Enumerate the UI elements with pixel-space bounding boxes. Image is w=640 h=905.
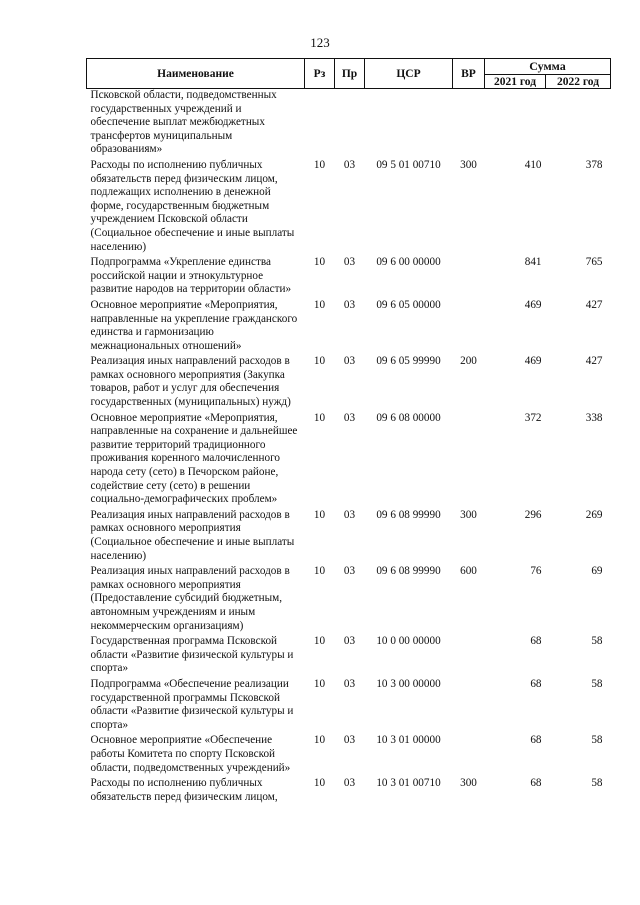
row-csr: 10 3 01 00710 [376, 777, 441, 790]
row-rz: 10 [313, 777, 326, 790]
row-rz: 10 [313, 355, 326, 368]
row-rz [305, 89, 335, 159]
row-sum-2022: 269 [585, 508, 603, 521]
row-sum-2022: 378 [585, 158, 603, 171]
row-name: Расходы по исполнению публичных обязательств перед физическим лицом, подлежащих исполнению в денежной форме, государственным бюджетным учреждением Псковской области (Социальное обеспечение и иные выплаты населению) [90, 158, 295, 253]
table-row [87, 734, 611, 777]
row-pr: 03 [343, 565, 356, 578]
table-row [87, 412, 611, 509]
page-number: 123 [310, 35, 330, 50]
row-csr: 10 3 00 00000 [376, 677, 441, 690]
row-vr [453, 89, 485, 159]
row-sum-2022: 58 [591, 635, 603, 648]
header-2022: 2022 год [546, 75, 611, 89]
row-vr: 300 [460, 158, 477, 171]
row-vr [453, 678, 485, 734]
row-name: Основное мероприятие «Мероприятия, направленные на сохранение и дальнейшее развитие территорий традиционного проживания коренного малочисленного народа сету (сето) в Печорском районе, содействие сету (сето) в решении социально-демографических проблем» [90, 411, 298, 506]
table-row [87, 299, 611, 355]
row-name: Расходы по исполнению публичных обязательств перед физическим лицом, [90, 777, 278, 803]
row-name: Основное мероприятие «Обеспечение работы Комитета по спорту Псковской области, подведомственных учреждений» [90, 734, 291, 774]
row-rz: 10 [313, 565, 326, 578]
row-name: Реализация иных направлений расходов в рамках основного мероприятия (Закупка товаров, работ и услуг для обеспечения государственных (муниципальных) нужд) [90, 355, 291, 409]
row-pr: 03 [343, 635, 356, 648]
row-pr [335, 89, 365, 159]
row-vr [453, 256, 485, 299]
table-row [87, 777, 611, 806]
row-vr [453, 412, 485, 509]
row-csr: 09 6 08 00000 [376, 411, 441, 424]
row-rz: 10 [313, 411, 326, 424]
row-sum-2022: 765 [585, 256, 603, 269]
row-sum-2021 [485, 89, 546, 159]
header-2021: 2021 год [485, 75, 546, 89]
row-name: Подпрограмма «Укрепление единства российской нации и этнокультурное развитие народов на территории области» [90, 256, 292, 296]
row-rz: 10 [313, 298, 326, 311]
row-vr: 200 [460, 355, 477, 368]
row-pr: 03 [343, 411, 356, 424]
table-header [87, 59, 611, 89]
table-row [87, 355, 611, 411]
header-vr: ВР [453, 59, 485, 89]
row-sum-2021: 372 [524, 411, 542, 424]
row-vr: 300 [460, 508, 477, 521]
row-vr [453, 635, 485, 678]
row-rz: 10 [313, 256, 326, 269]
row-rz: 10 [313, 635, 326, 648]
row-name: Реализация иных направлений расходов в рамках основного мероприятия (Социальное обеспечение и иные выплаты населению) [90, 508, 295, 562]
row-name: Основное мероприятие «Мероприятия, направленные на укрепление гражданского единства и гармонизацию межнациональных отношений» [90, 298, 298, 352]
row-pr: 03 [343, 734, 356, 747]
row-sum-2021: 469 [524, 355, 542, 368]
table-row [87, 565, 611, 635]
table-row [87, 509, 611, 565]
row-sum-2021: 296 [524, 508, 542, 521]
row-pr: 03 [343, 777, 356, 790]
table-row [87, 256, 611, 299]
header-name: Наименование [87, 59, 305, 89]
row-csr: 10 0 00 00000 [376, 635, 441, 648]
row-name: Государственная программа Псковской области «Развитие физической культуры и спорта» [90, 635, 294, 675]
row-sum-2022: 338 [585, 411, 603, 424]
row-csr: 09 6 08 99990 [376, 508, 441, 521]
row-rz: 10 [313, 508, 326, 521]
row-csr [365, 89, 453, 159]
row-name: Реализация иных направлений расходов в рамках основного мероприятия (Предоставление субсидий бюджетным, автономным учреждениям и иным некоммерческим организациям) [90, 565, 290, 632]
row-csr: 10 3 01 00000 [376, 734, 441, 747]
table-row [87, 635, 611, 678]
row-sum-2021: 68 [530, 777, 542, 790]
header-sum: Сумма [485, 59, 611, 75]
row-rz: 10 [313, 677, 326, 690]
row-sum-2021: 76 [530, 565, 542, 578]
row-sum-2021: 410 [524, 158, 542, 171]
row-sum-2021: 68 [530, 734, 542, 747]
row-csr: 09 5 01 00710 [376, 158, 441, 171]
row-vr: 600 [460, 565, 477, 578]
row-pr: 03 [343, 677, 356, 690]
row-sum-2022 [546, 89, 611, 159]
row-pr: 03 [343, 256, 356, 269]
header-pr: Пр [335, 59, 365, 89]
row-sum-2022: 58 [591, 777, 603, 790]
row-csr: 09 6 05 00000 [376, 298, 441, 311]
row-sum-2022: 58 [591, 734, 603, 747]
row-pr: 03 [343, 298, 356, 311]
header-rz: Рз [305, 59, 335, 89]
row-name: Псковской области, подведомственных государственных учреждений и обеспечение выплат межбюджетных трансфертов муниципальным образованиям» [90, 89, 277, 156]
table-row [87, 89, 611, 159]
budget-table [86, 58, 611, 806]
row-sum-2021: 469 [524, 298, 542, 311]
row-vr [453, 734, 485, 777]
row-sum-2021: 68 [530, 635, 542, 648]
row-csr: 09 6 00 00000 [376, 256, 441, 269]
row-sum-2022: 58 [591, 677, 603, 690]
row-rz: 10 [313, 158, 326, 171]
row-pr: 03 [343, 355, 356, 368]
row-name: Подпрограмма «Обеспечение реализации государственной программы Псковской области «Развитие физической культуры и спорта» [90, 677, 294, 731]
row-vr: 300 [460, 777, 477, 790]
row-sum-2022: 427 [585, 298, 603, 311]
table-row [87, 678, 611, 734]
row-sum-2022: 427 [585, 355, 603, 368]
row-sum-2021: 68 [530, 677, 542, 690]
row-pr: 03 [343, 508, 356, 521]
row-csr: 09 6 08 99990 [376, 565, 441, 578]
row-pr: 03 [343, 158, 356, 171]
header-csr: ЦСР [365, 59, 453, 89]
row-sum-2021: 841 [524, 256, 542, 269]
row-rz: 10 [313, 734, 326, 747]
table-body [87, 89, 611, 807]
row-sum-2022: 69 [591, 565, 603, 578]
table-row [87, 159, 611, 256]
row-csr: 09 6 05 99990 [376, 355, 441, 368]
row-vr [453, 299, 485, 355]
